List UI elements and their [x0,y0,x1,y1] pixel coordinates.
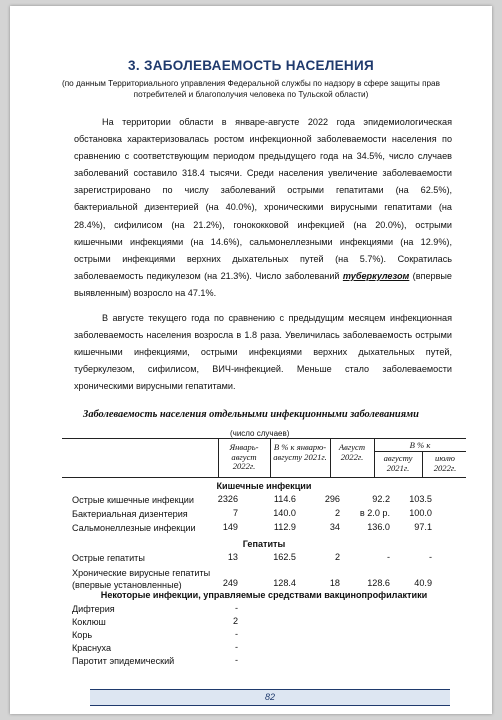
table-note: (число случаев) [230,429,290,438]
paragraph-1-emphasis: туберкулезом [342,270,410,281]
table-row-label: Корь [72,630,93,640]
table-cell: 100.0 [409,508,432,518]
table-section-heading: Некоторые инфекции, управляемые средствами вакцинопрофилактики [100,590,428,600]
paragraph-1 [74,114,452,302]
section-title: 3. ЗАБОЛЕВАЕМОСТЬ НАСЕЛЕНИЯ [128,58,374,73]
table-row-label: Коклюш [72,617,106,627]
table-cell: - [234,629,238,639]
table-cell: 34 [329,522,340,532]
table-cell: - [234,603,238,613]
table-cell: 7 [232,508,238,518]
table-cell: 136.0 [367,522,390,532]
table-row-label: Паротит эпидемический [72,656,175,666]
table-row-label: Острые кишечные инфекции [72,495,194,505]
table-cell: в 2.0 р. [359,508,390,518]
table-row-label: Краснуха [72,643,112,653]
paragraph-1-text-end: (впервые выявленным) возросло на 47.1%. [74,270,452,298]
header-pct-jan-aug-2021: В % к январю-августу 2021г. [273,442,327,462]
table-cell: 92.2 [372,494,390,504]
table-row-label: Сальмонеллезные инфекции [72,523,196,533]
paragraph-2: В августе текущего года по сравнению с предыдущим месяцем инфекционная заболеваемость населения возросла в 1.8 раза. Увеличилась заболеваемость острыми кишечными инфекциями, острыми инфекциями верхних дыхательных путей, туберкулезом, сифилисом, ВИЧ-инфекцией. Меньше стало заболеваемости хроническими вирусными гепатитами. [74,313,452,392]
table-row-label: Дифтерия [72,604,115,614]
table-cell: 13 [227,552,238,562]
table-cell: 296 [324,494,340,504]
table-cell: 128.6 [367,578,390,588]
header-divider [422,451,423,477]
table-header [62,438,466,478]
header-pct-aug-2021: августу 2021г. [383,453,413,473]
table-cell: - [234,642,238,652]
table-cell: 18 [329,578,340,588]
page-number-footer [90,689,450,706]
header-divider [270,439,271,477]
document-page [10,6,492,714]
table-title: Заболеваемость населения отдельными инфекционными заболеваниями [83,409,419,420]
table-cell: 40.9 [414,578,432,588]
header-divider [218,439,219,477]
table-cell: 149 [222,522,238,532]
table-row-label: Острые гепатиты [72,553,145,563]
header-subdivider [374,451,466,452]
table-cell: 140.0 [273,508,296,518]
table-section-heading: Гепатиты [242,539,286,549]
page-number: 82 [264,692,275,702]
paragraph-1-text: На территории области в январе-августе 2022 года эпидемиологическая обстановка характеризовалась ростом инфекционной заболеваемости населения по сравнению с соответствующим периодом предыдущего года на 34.5%, число случаев заболеваний составило 318.4 тысячи. Среди населения увеличение заболеваемости зарегистрировано по числу заболеваний острыми гепатитами (на 62.5%), бактериальной дизентерией (на 40.0%), хроническими вирусными гепатитами (на 28.4%), сифилисом (на 21.2%), гонококковой инфекцией (на 20.0%), острыми кишечными инфекциями (на 14.6%), сальмонеллезными инфекциями (на 12.9%), острыми инфекциями верхних дыхательных путей (на 5.7%). Сократилась заболеваемость педикулезом (на 21.3%). Число заболеваний [74,117,452,281]
header-pct-group: В % к [409,440,431,450]
section-subtitle: (по данным Территориального управления Федеральной службы по надзору в сфере защиты прав потребителей и благополучия человека по Тульской области) [62,79,440,99]
header-aug-2022: Август 2022г. [338,442,366,462]
table-row-label: Хронические вирусные гепатиты (впервые установленные) [72,568,211,590]
table-cell: - [234,655,238,665]
table-cell: 97.1 [414,522,432,532]
header-jan-aug-2022: Январь-август 2022г. [229,442,259,472]
table-cell: 128.4 [273,578,296,588]
table-cell: 2 [232,616,238,626]
header-pct-jul-2022: июлю 2022г. [433,453,457,473]
table-section-heading: Кишечные инфекции [216,481,312,491]
table-cell: 2326 [217,494,238,504]
table-cell: 2 [334,552,340,562]
table-cell: 103.5 [409,494,432,504]
table-row-label: Бактериальная дизентерия [72,509,188,519]
table-cell: 249 [222,578,238,588]
table-cell: 162.5 [273,552,296,562]
table-cell: 112.9 [273,522,296,532]
table-cell: 2 [334,508,340,518]
header-divider [374,439,375,477]
header-divider [330,439,331,477]
table-cell: - [428,552,432,562]
table-cell: - [386,552,390,562]
table-cell: 114.6 [273,494,296,504]
